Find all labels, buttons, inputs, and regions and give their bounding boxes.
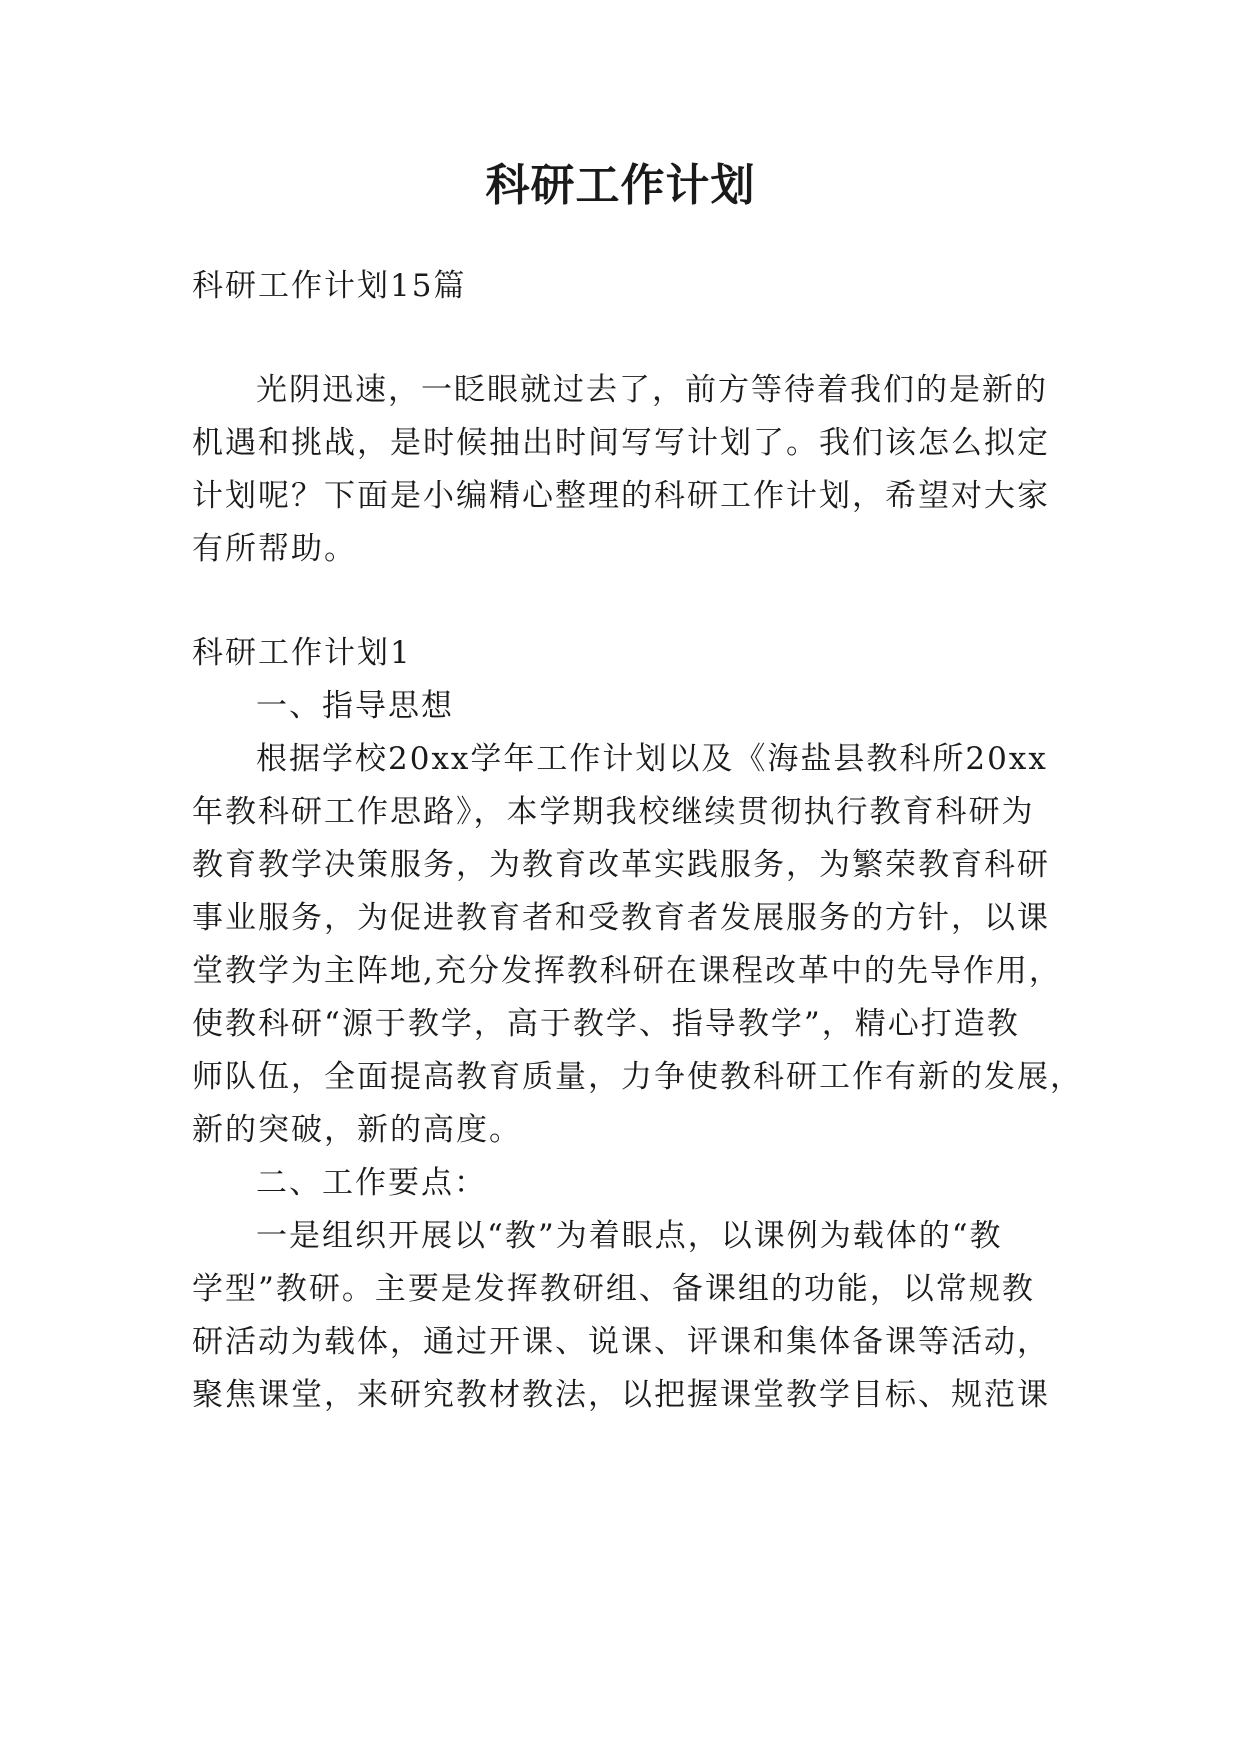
intro-line: 机遇和挑战，是时候抽出时间写写计划了。我们该怎么拟定	[192, 425, 1050, 461]
paragraph-line: 年教科研工作思路》，本学期我校继续贯彻执行教育科研为	[192, 794, 1035, 830]
paragraph-line: 一是组织开展以“教”为着眼点，以课例为载体的“教	[256, 1218, 1003, 1254]
document-title: 科研工作计划	[485, 160, 756, 211]
paragraph-line: 师队伍，全面提高教育质量，力争使教科研工作有新的发展，	[192, 1059, 1083, 1095]
paragraph-line: 事业服务，为促进教育者和受教育者发展服务的方针，以课	[192, 900, 1050, 936]
intro-line: 有所帮助。	[192, 531, 357, 567]
heading-guiding-thought: 一、指导思想	[256, 688, 454, 724]
paragraph-line: 聚焦课堂，来研究教材教法，以把握课堂教学目标、规范课	[192, 1377, 1050, 1413]
heading-work-points: 二、工作要点：	[256, 1165, 487, 1201]
paragraph-line: 堂教学为主阵地,充分发挥教科研在课程改革中的先导作用，	[192, 953, 1062, 989]
paragraph-line: 根据学校20xx学年工作计划以及《海盐县教科所20xx	[256, 741, 1048, 777]
paragraph-line: 学型”教研。主要是发挥教研组、备课组的功能，以常规教	[192, 1271, 1035, 1307]
paragraph-line: 研活动为载体，通过开课、说课、评课和集体备课等活动，	[192, 1324, 1050, 1360]
paragraph-line: 新的突破，新的高度。	[192, 1112, 522, 1148]
paragraph-line: 使教科研“源于教学，高于教学、指导教学”，精心打造教	[192, 1006, 1020, 1042]
paragraph-line: 教育教学决策服务，为教育改革实践服务，为繁荣教育科研	[192, 847, 1050, 883]
section-heading: 科研工作计划1	[192, 635, 412, 671]
intro-line: 光阴迅速，一眨眼就过去了，前方等待着我们的是新的	[256, 372, 1048, 408]
document-subtitle: 科研工作计划15篇	[192, 268, 467, 304]
intro-line: 计划呢？下面是小编精心整理的科研工作计划，希望对大家	[192, 478, 1050, 514]
